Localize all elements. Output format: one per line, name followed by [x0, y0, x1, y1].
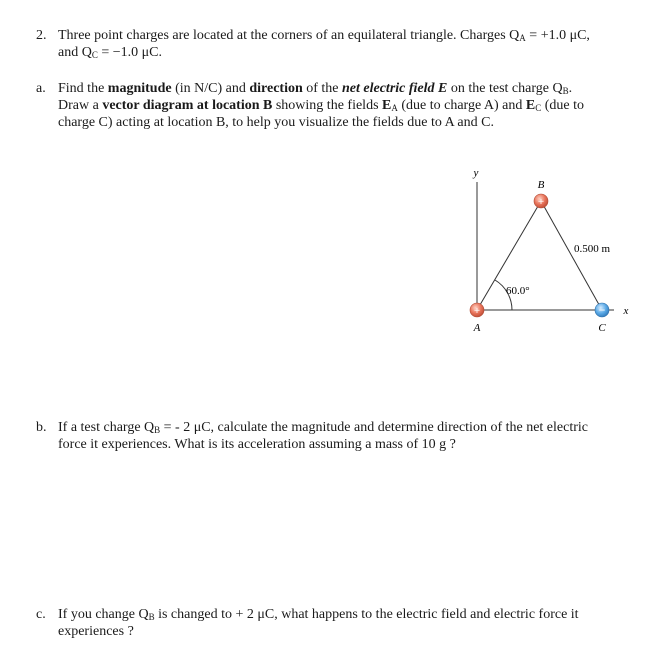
part-c-letter: c. — [36, 607, 46, 622]
part-a-text: Find the magnitude (in N/C) and direction of the net electric field E on the test charge $Q_B$. Draw a vector diagram at location B showing the fields $E_A$ (due to charge A) and $E_C$ (due to charge C) acting at location B, to help you visualize the fields due to A and C. — [58, 81, 585, 130]
side-bc — [541, 201, 602, 310]
label-c: C — [598, 322, 606, 334]
label-a: A — [473, 322, 481, 334]
y-axis-label: y — [473, 167, 479, 179]
part-c-text: If you change $Q_B$ is changed to + 2 μC, what happens to the electric field and electric force it experiences ? — [58, 607, 579, 639]
part-b-text: If a test charge $Q_B$ = - 2 μC, calculate the magnitude and determine direction of the net electric force it experiences. What is its acceleration assuming a mass of 10 g ? — [58, 420, 588, 452]
side-length-label: 0.500 m — [574, 243, 611, 255]
label-b: B — [537, 179, 545, 191]
charge-c-sign: − — [598, 303, 606, 317]
part-a-letter: a. — [36, 81, 46, 96]
charge-a-sign: + — [473, 305, 481, 317]
angle-label: 60.0° — [506, 285, 530, 297]
triangle-charge-diagram — [440, 160, 640, 350]
charge-b-sign: + — [537, 196, 545, 208]
x-axis-label: x — [623, 305, 629, 317]
part-b-letter: b. — [36, 420, 47, 435]
problem-intro: Three point charges are located at the corners of an equilateral triangle. Charges $Q_A = +1.0$ μC, and $Q_C = -1.0$ μC. — [58, 28, 590, 60]
problem-number: 2. — [36, 28, 47, 43]
